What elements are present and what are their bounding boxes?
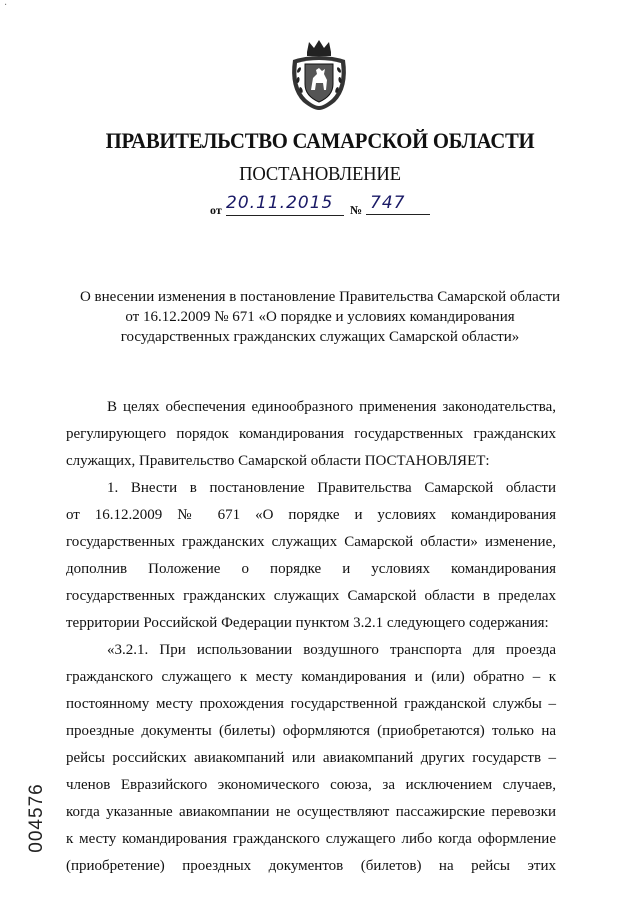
- body-line: 1. Внести в постановление Правительства Самарской области: [107, 480, 556, 496]
- body-line: членов Евразийского экономического союза, за исключением случаев,: [66, 777, 556, 793]
- body-line: государственных гражданских служащих Самарской области» изменение,: [66, 534, 556, 550]
- body-line: территории Российской Федерации пунктом 3.2.1 следующего содержания:: [66, 615, 549, 631]
- document-date: 20.11.2015: [226, 193, 344, 216]
- registration-stamp: [22, 780, 52, 856]
- body-line: (приобретение) проездных документов (билетов) на рейсы этих: [66, 858, 556, 874]
- body-line: регулирующего порядок командирования государственных гражданских: [66, 426, 556, 442]
- body-line: когда указанные авиакомпании не осуществляют пассажирские перевозки: [66, 804, 556, 820]
- body-line: рейсы российских авиакомпаний или авиакомпаний других государств –: [66, 750, 556, 766]
- corner-mark: ·: [4, 0, 8, 11]
- body-line: государственных гражданских служащих Самарской области в пределах: [66, 588, 556, 604]
- document-body: [66, 394, 556, 880]
- body-line: «3.2.1. При использовании воздушного транспорта для проезда: [107, 642, 556, 658]
- body-line: служащих, Правительство Самарской области ПОСТАНОВЛЯЕТ:: [66, 453, 490, 469]
- body-line: гражданского служащего к месту командирования и (или) обратно – к: [66, 669, 556, 685]
- subject-line: О внесении изменения в постановление Правительства Самарской области: [79, 289, 561, 305]
- body-line: В целях обеспечения единообразного применения законодательства,: [107, 399, 556, 415]
- body-line: проездные документы (билеты) оформляются (приобретаются) только на: [66, 723, 556, 739]
- body-line: дополнив Положение о порядке и условиях командирования: [66, 561, 556, 577]
- document-kind: ПОСТАНОВЛЕНИЕ: [239, 163, 401, 185]
- number-label: №: [350, 203, 363, 217]
- date-number-line: [210, 193, 430, 221]
- body-line: к месту командирования гражданского служащего либо когда оформление: [66, 831, 556, 847]
- subject-line: государственных гражданских служащих Самарской области»: [120, 329, 520, 345]
- body-line: постоянному месту прохождения государственной гражданской службы –: [66, 696, 556, 712]
- government-title: ПРАВИТЕЛЬСТВО САМАРСКОЙ ОБЛАСТИ: [105, 128, 535, 153]
- body-line: от 16.12.2009 № 671 «О порядке и условиях командирования: [66, 507, 556, 523]
- document-subject: [40, 287, 600, 347]
- registration-stamp-number: 004576: [26, 783, 47, 853]
- subject-line: от 16.12.2009 № 671 «О порядке и условиях командирования: [125, 309, 515, 325]
- date-prefix: от: [210, 203, 222, 217]
- coat-of-arms-emblem: [283, 38, 355, 112]
- document-number: 747: [366, 193, 430, 215]
